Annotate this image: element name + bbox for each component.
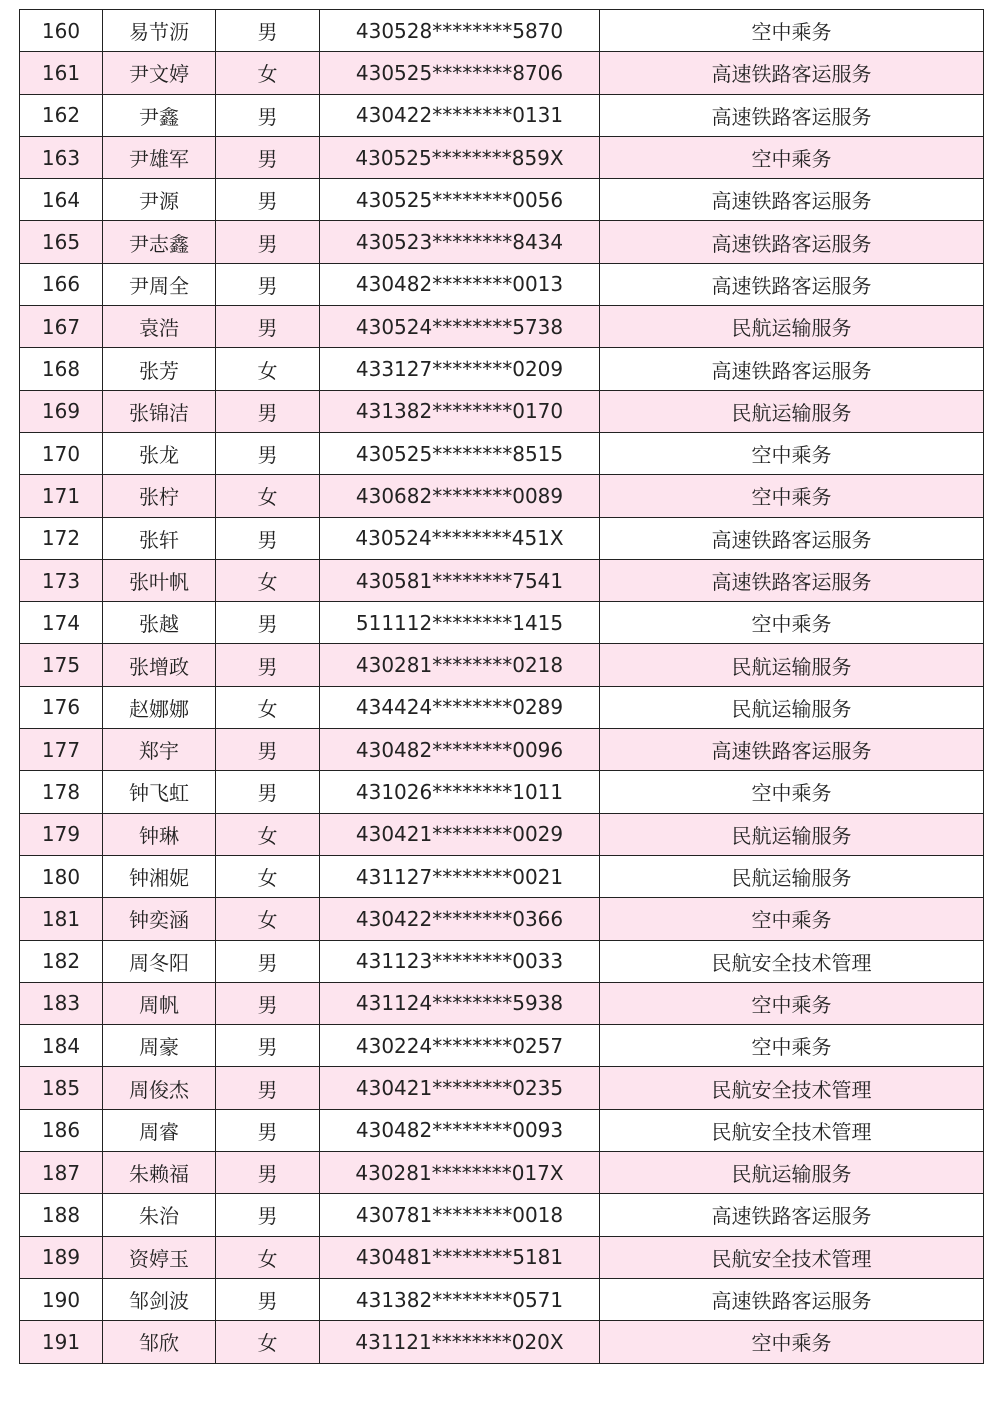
id-number-cell: 430281********0218 — [320, 644, 600, 686]
id-number-cell: 430523********8434 — [320, 221, 600, 263]
id-number-cell: 430781********0018 — [320, 1194, 600, 1236]
name-cell: 钟湘妮 — [103, 855, 216, 897]
table-row — [20, 179, 984, 221]
major-cell: 高速铁路客运服务 — [600, 52, 984, 94]
table-row — [20, 813, 984, 855]
row-number-cell: 175 — [20, 644, 103, 686]
id-number-cell: 431123********0033 — [320, 940, 600, 982]
major-cell: 高速铁路客运服务 — [600, 729, 984, 771]
gender-cell: 男 — [216, 136, 320, 178]
name-cell: 张增政 — [103, 644, 216, 686]
name-cell: 资婷玉 — [103, 1236, 216, 1278]
name-cell: 赵娜娜 — [103, 686, 216, 728]
row-number-cell: 177 — [20, 729, 103, 771]
id-number-cell: 430524********451X — [320, 517, 600, 559]
gender-cell: 女 — [216, 1236, 320, 1278]
student-list-table — [19, 9, 984, 1364]
name-cell: 易节沥 — [103, 10, 216, 52]
row-number-cell: 187 — [20, 1152, 103, 1194]
id-number-cell: 431382********0571 — [320, 1278, 600, 1320]
major-cell: 民航运输服务 — [600, 644, 984, 686]
id-number-cell: 430525********8706 — [320, 52, 600, 94]
row-number-cell: 163 — [20, 136, 103, 178]
table-row — [20, 1321, 984, 1363]
id-number-cell: 430421********0029 — [320, 813, 600, 855]
row-number-cell: 180 — [20, 855, 103, 897]
row-number-cell: 168 — [20, 348, 103, 390]
row-number-cell: 181 — [20, 898, 103, 940]
table-row — [20, 602, 984, 644]
gender-cell: 女 — [216, 898, 320, 940]
gender-cell: 男 — [216, 1109, 320, 1151]
id-number-cell: 430482********0093 — [320, 1109, 600, 1151]
row-number-cell: 170 — [20, 432, 103, 474]
major-cell: 空中乘务 — [600, 1321, 984, 1363]
gender-cell: 女 — [216, 1321, 320, 1363]
table-row — [20, 306, 984, 348]
gender-cell: 男 — [216, 179, 320, 221]
major-cell: 民航安全技术管理 — [600, 1109, 984, 1151]
table-row — [20, 771, 984, 813]
table-row — [20, 390, 984, 432]
id-number-cell: 433127********0209 — [320, 348, 600, 390]
gender-cell: 女 — [216, 52, 320, 94]
major-cell: 民航运输服务 — [600, 1152, 984, 1194]
major-cell: 空中乘务 — [600, 771, 984, 813]
row-number-cell: 183 — [20, 982, 103, 1024]
row-number-cell: 173 — [20, 559, 103, 601]
major-cell: 民航运输服务 — [600, 686, 984, 728]
gender-cell: 男 — [216, 982, 320, 1024]
major-cell: 高速铁路客运服务 — [600, 263, 984, 305]
table-row — [20, 559, 984, 601]
table-row — [20, 644, 984, 686]
major-cell: 高速铁路客运服务 — [600, 221, 984, 263]
gender-cell: 男 — [216, 1152, 320, 1194]
id-number-cell: 431121********020X — [320, 1321, 600, 1363]
id-number-cell: 430524********5738 — [320, 306, 600, 348]
student-list-sheet — [19, 9, 983, 1364]
table-row — [20, 1278, 984, 1320]
id-number-cell: 430421********0235 — [320, 1067, 600, 1109]
major-cell: 空中乘务 — [600, 982, 984, 1024]
gender-cell: 女 — [216, 686, 320, 728]
name-cell: 张芳 — [103, 348, 216, 390]
id-number-cell: 431127********0021 — [320, 855, 600, 897]
row-number-cell: 164 — [20, 179, 103, 221]
gender-cell: 女 — [216, 813, 320, 855]
gender-cell: 女 — [216, 559, 320, 601]
name-cell: 尹源 — [103, 179, 216, 221]
row-number-cell: 178 — [20, 771, 103, 813]
name-cell: 张轩 — [103, 517, 216, 559]
gender-cell: 男 — [216, 940, 320, 982]
name-cell: 张锦洁 — [103, 390, 216, 432]
major-cell: 高速铁路客运服务 — [600, 559, 984, 601]
name-cell: 朱治 — [103, 1194, 216, 1236]
id-number-cell: 430525********0056 — [320, 179, 600, 221]
row-number-cell: 182 — [20, 940, 103, 982]
row-number-cell: 162 — [20, 94, 103, 136]
major-cell: 民航运输服务 — [600, 813, 984, 855]
major-cell: 高速铁路客运服务 — [600, 1194, 984, 1236]
major-cell: 空中乘务 — [600, 1025, 984, 1067]
gender-cell: 男 — [216, 1025, 320, 1067]
row-number-cell: 174 — [20, 602, 103, 644]
table-row — [20, 1109, 984, 1151]
name-cell: 邹欣 — [103, 1321, 216, 1363]
major-cell: 民航安全技术管理 — [600, 1236, 984, 1278]
row-number-cell: 166 — [20, 263, 103, 305]
gender-cell: 男 — [216, 390, 320, 432]
id-number-cell: 430525********8515 — [320, 432, 600, 474]
name-cell: 尹鑫 — [103, 94, 216, 136]
name-cell: 周冬阳 — [103, 940, 216, 982]
gender-cell: 男 — [216, 729, 320, 771]
major-cell: 空中乘务 — [600, 10, 984, 52]
row-number-cell: 161 — [20, 52, 103, 94]
name-cell: 袁浩 — [103, 306, 216, 348]
major-cell: 高速铁路客运服务 — [600, 348, 984, 390]
gender-cell: 女 — [216, 348, 320, 390]
gender-cell: 男 — [216, 306, 320, 348]
gender-cell: 女 — [216, 475, 320, 517]
table-row — [20, 1194, 984, 1236]
table-row — [20, 982, 984, 1024]
table-row — [20, 136, 984, 178]
name-cell: 张柠 — [103, 475, 216, 517]
gender-cell: 女 — [216, 855, 320, 897]
table-row — [20, 898, 984, 940]
id-number-cell: 431124********5938 — [320, 982, 600, 1024]
major-cell: 高速铁路客运服务 — [600, 179, 984, 221]
id-number-cell: 430482********0013 — [320, 263, 600, 305]
name-cell: 张龙 — [103, 432, 216, 474]
name-cell: 尹文婷 — [103, 52, 216, 94]
major-cell: 民航运输服务 — [600, 390, 984, 432]
gender-cell: 男 — [216, 432, 320, 474]
table-row — [20, 686, 984, 728]
id-number-cell: 430682********0089 — [320, 475, 600, 517]
row-number-cell: 185 — [20, 1067, 103, 1109]
major-cell: 民航安全技术管理 — [600, 1067, 984, 1109]
name-cell: 周俊杰 — [103, 1067, 216, 1109]
id-number-cell: 430528********5870 — [320, 10, 600, 52]
table-row — [20, 52, 984, 94]
gender-cell: 男 — [216, 771, 320, 813]
major-cell: 空中乘务 — [600, 898, 984, 940]
name-cell: 尹志鑫 — [103, 221, 216, 263]
name-cell: 钟奕涵 — [103, 898, 216, 940]
name-cell: 钟飞虹 — [103, 771, 216, 813]
row-number-cell: 160 — [20, 10, 103, 52]
id-number-cell: 430482********0096 — [320, 729, 600, 771]
name-cell: 钟琳 — [103, 813, 216, 855]
row-number-cell: 171 — [20, 475, 103, 517]
name-cell: 张越 — [103, 602, 216, 644]
row-number-cell: 191 — [20, 1321, 103, 1363]
row-number-cell: 167 — [20, 306, 103, 348]
row-number-cell: 176 — [20, 686, 103, 728]
id-number-cell: 430281********017X — [320, 1152, 600, 1194]
name-cell: 周睿 — [103, 1109, 216, 1151]
row-number-cell: 169 — [20, 390, 103, 432]
row-number-cell: 172 — [20, 517, 103, 559]
gender-cell: 男 — [216, 1067, 320, 1109]
major-cell: 高速铁路客运服务 — [600, 517, 984, 559]
name-cell: 尹周全 — [103, 263, 216, 305]
gender-cell: 男 — [216, 10, 320, 52]
table-row — [20, 1025, 984, 1067]
table-row — [20, 517, 984, 559]
gender-cell: 男 — [216, 221, 320, 263]
table-row — [20, 348, 984, 390]
gender-cell: 男 — [216, 94, 320, 136]
id-number-cell: 430525********859X — [320, 136, 600, 178]
table-row — [20, 855, 984, 897]
table-row — [20, 221, 984, 263]
name-cell: 郑宇 — [103, 729, 216, 771]
major-cell: 民航运输服务 — [600, 855, 984, 897]
table-row — [20, 1236, 984, 1278]
major-cell: 空中乘务 — [600, 136, 984, 178]
table-row — [20, 263, 984, 305]
table-row — [20, 432, 984, 474]
table-row — [20, 1067, 984, 1109]
table-row — [20, 1152, 984, 1194]
gender-cell: 男 — [216, 263, 320, 305]
major-cell: 民航运输服务 — [600, 306, 984, 348]
row-number-cell: 188 — [20, 1194, 103, 1236]
id-number-cell: 511112********1415 — [320, 602, 600, 644]
gender-cell: 男 — [216, 602, 320, 644]
table-row — [20, 940, 984, 982]
row-number-cell: 190 — [20, 1278, 103, 1320]
major-cell: 空中乘务 — [600, 475, 984, 517]
table-row — [20, 729, 984, 771]
major-cell: 高速铁路客运服务 — [600, 94, 984, 136]
table-body — [20, 10, 984, 1364]
table-row — [20, 94, 984, 136]
id-number-cell: 430422********0131 — [320, 94, 600, 136]
id-number-cell: 430581********7541 — [320, 559, 600, 601]
gender-cell: 男 — [216, 517, 320, 559]
major-cell: 民航安全技术管理 — [600, 940, 984, 982]
row-number-cell: 165 — [20, 221, 103, 263]
table-row — [20, 10, 984, 52]
gender-cell: 男 — [216, 1194, 320, 1236]
id-number-cell: 431382********0170 — [320, 390, 600, 432]
row-number-cell: 184 — [20, 1025, 103, 1067]
row-number-cell: 179 — [20, 813, 103, 855]
table-row — [20, 475, 984, 517]
major-cell: 空中乘务 — [600, 432, 984, 474]
id-number-cell: 431026********1011 — [320, 771, 600, 813]
name-cell: 朱赖福 — [103, 1152, 216, 1194]
name-cell: 张叶帆 — [103, 559, 216, 601]
gender-cell: 男 — [216, 1278, 320, 1320]
id-number-cell: 434424********0289 — [320, 686, 600, 728]
gender-cell: 男 — [216, 644, 320, 686]
name-cell: 邹剑波 — [103, 1278, 216, 1320]
name-cell: 周帆 — [103, 982, 216, 1024]
row-number-cell: 186 — [20, 1109, 103, 1151]
name-cell: 周豪 — [103, 1025, 216, 1067]
row-number-cell: 189 — [20, 1236, 103, 1278]
major-cell: 空中乘务 — [600, 602, 984, 644]
name-cell: 尹雄军 — [103, 136, 216, 178]
id-number-cell: 430224********0257 — [320, 1025, 600, 1067]
major-cell: 高速铁路客运服务 — [600, 1278, 984, 1320]
id-number-cell: 430422********0366 — [320, 898, 600, 940]
id-number-cell: 430481********5181 — [320, 1236, 600, 1278]
